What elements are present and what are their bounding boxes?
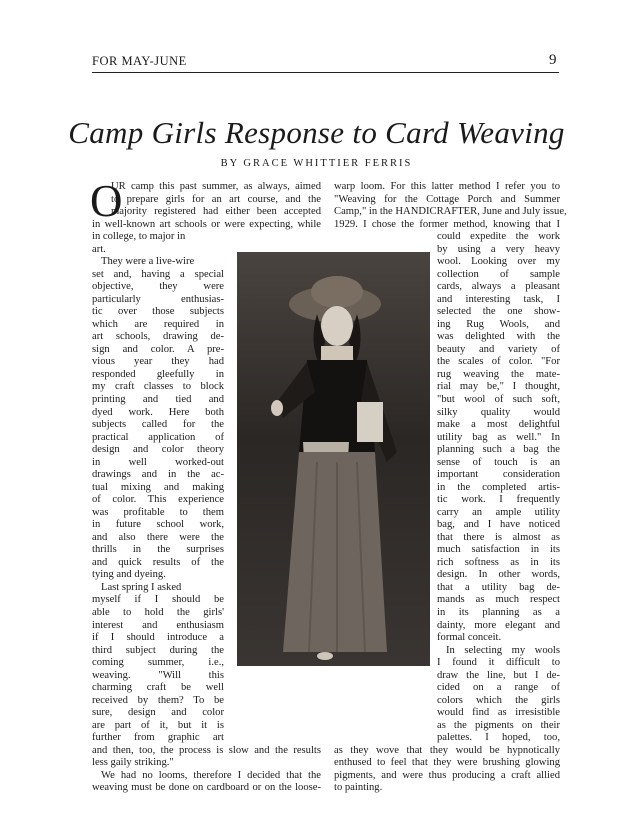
right-column-text-line: in its planning as a [437,607,560,619]
left-column-text-line: drawings and in the ac- [92,469,224,481]
portrait-painting-image [237,252,430,666]
left-column-text-line: in college, to major in [92,231,186,243]
right-column-text-line: formal conceit. [437,632,502,644]
right-column-text-line: mands as much respect [437,594,560,606]
right-column-text-line: planning such a bag the [437,444,560,456]
right-column-text-line: cards, always a pleasant [437,281,560,293]
left-column-text-line: We had no looms, therefore I decided that the [101,769,321,781]
left-column-text-line: responded gleefully in [92,368,224,380]
left-column-text-line: and quick results of the [92,556,224,568]
right-column-text-line: important consideration [437,469,560,481]
right-column-text-line: to painting. [334,782,383,794]
right-column-text-line: design. In other words, [437,569,560,581]
right-column-text-line: tic work. I frequently [437,494,560,506]
left-column-text-line: They were a live-wire [101,256,195,268]
right-column-text-line: rug weaving the mate- [437,368,560,380]
right-column-text-line: make a most delightful [437,419,560,431]
left-column-text-line: coming summer, i.e., [92,657,224,669]
right-column-text-line: I found it difficult to [437,657,560,669]
right-column-text-line: In selecting my wools [446,644,560,656]
right-column-text-line: and interesting task, I [437,293,560,305]
magazine-issue: FOR MAY-JUNE [92,54,187,68]
drop-cap: O [90,176,123,226]
left-column-text-line: charming craft be well [92,682,224,694]
left-column-text-line: my craft classes to block [92,381,224,393]
left-column-text-line: sign and color. A pre- [92,343,224,355]
left-column-text-line: of color. This experience [92,494,224,506]
right-column-text-line: colors which the girls [437,694,560,706]
left-column-text-line: tual mixing and making [92,481,224,493]
left-column-text-line: art. [92,243,106,255]
left-column-text-line: practical application of [92,431,224,443]
byline: BY GRACE WHITTIER FERRIS [220,158,413,169]
right-column-text-line: rial may be," I thought, [437,381,560,393]
right-column-text-line: was delighted with the [437,331,560,343]
left-column-text-line: UR camp this past summer, as always, aimed [111,181,321,192]
right-column-text-line: wool. Looking over my [437,256,560,268]
right-column-text-line: enthused to feel that they were brushing glowing [334,757,560,769]
left-column-text-line: tic over those subjects [92,306,224,318]
left-column-text-line: less gaily striking." [92,757,174,769]
left-column-text-line: are part of it, but it is [92,719,224,731]
left-column-text-line: to prepare girls for an art course, and the [111,193,321,205]
left-column-text-line: and also there were the [92,531,224,543]
left-column-text-line: further from graphic art [92,732,224,744]
right-column-text-line: selected the one show- [437,306,560,318]
right-column-text-line: sense of touch is an [437,456,560,468]
left-column-text-line: thrills in the surprises [92,544,224,556]
right-column-text-line: carry an ample utility [437,506,560,518]
right-column-text-line: dainty, more elegant and [437,619,560,631]
right-column-text-line: beauty and variety of [437,343,560,355]
left-column-text-line: printing and tied and [92,394,224,405]
right-column-text-line: warp loom. For this latter method I refer you to [334,181,560,192]
left-column-text-line: and then, too, the process is slow and the results [92,744,321,756]
left-column-text-line: interest and enthusiasm [92,619,224,631]
left-column-text-line: received by them? To be [92,694,224,706]
right-column-text-line: draw the line, but I de- [437,669,560,681]
left-column-text-line: myself if I should be [92,594,224,606]
right-column-text-line: palettes. I hoped, too, [437,732,560,744]
right-column-text-line: 1929. I chose the former method, knowing that I [334,218,560,230]
page-number: 9 [549,52,557,68]
left-column-text-line: in well-known art schools or were expecting, while [92,218,321,230]
right-column-text-line: that there is almost as [437,531,560,543]
left-column-text-line: tying and dyeing. [92,569,166,581]
right-column-text-line: ing Rug Wools, and [437,318,560,330]
left-column-text-line: in well worked-out [92,456,224,468]
left-column-text-line: which are required in [92,318,224,330]
right-column-text-line: rich softness as in its [437,556,560,568]
right-column-text-line: would find as irresistible [437,707,560,719]
right-column-text-line: much satisfaction in its [437,544,560,556]
right-column-text-line: bag, and I have noticed [437,519,560,531]
right-column-text-line: the scales of color. "For [437,356,560,368]
left-column-text-line: subjects called for the [92,419,224,431]
left-column-text-line: particularly enthusias- [92,293,224,305]
left-column-text-line: dyed work. Here both [92,406,224,418]
right-column-text-line: "Weaving for the Cottage Porch and Summer [334,193,560,205]
right-column-text-line: Camp," in the HANDICRAFTER, June and July issue, [334,206,567,218]
left-column-text-line: sure, design and color [92,707,224,719]
right-column-text-line: as the pigments on their [437,719,560,731]
running-head [92,54,559,73]
left-column-text-line: set and, having a special [92,268,224,280]
right-column-text-line: silky quality would [437,406,560,418]
left-column-text-line: vious year they had [92,356,224,368]
left-column-text-line: was profitable to them [92,506,224,518]
left-column-text-line: weaving. "Will this [92,669,224,681]
article-title: Camp Girls Response to Card Weaving [68,115,565,150]
left-column-text-line: objective, they were [92,281,224,293]
left-column-text-line: art schools, drawing de- [92,331,224,343]
right-column-text-line: utility bag as well." In [437,431,560,443]
right-column-text-line: pigments, and were thus producing a craft allied [334,769,560,781]
left-column-text-line: if I should introduce a [92,632,224,644]
right-column-text-line: that a utility bag de- [437,581,560,593]
left-column-text-line: weaving must be done on cardboard or on the loose- [92,782,321,794]
left-column-text-line: able to hold the girls' [92,607,224,619]
right-column-text-line: could expedite the work [437,231,560,243]
right-column-text-line: cided on a range of [437,682,560,694]
left-column-text-line: majority registered had either been accepted [111,206,321,218]
right-column-text-line: "but wool of such soft, [437,394,560,405]
left-column-text-line: design and color theory [92,444,224,456]
left-column-text-line: in future school work, [92,519,224,531]
left-column-text-line: third subject during the [92,644,224,656]
right-column-text-line: in the completed artis- [437,481,560,493]
left-column-text-line: Last spring I asked [101,581,182,593]
right-column-text-line: collection of sample [437,268,560,280]
right-column-text-line: as they wove that they would be hypnotically [334,744,560,756]
right-column-text-line: by using a very heavy [437,243,560,255]
